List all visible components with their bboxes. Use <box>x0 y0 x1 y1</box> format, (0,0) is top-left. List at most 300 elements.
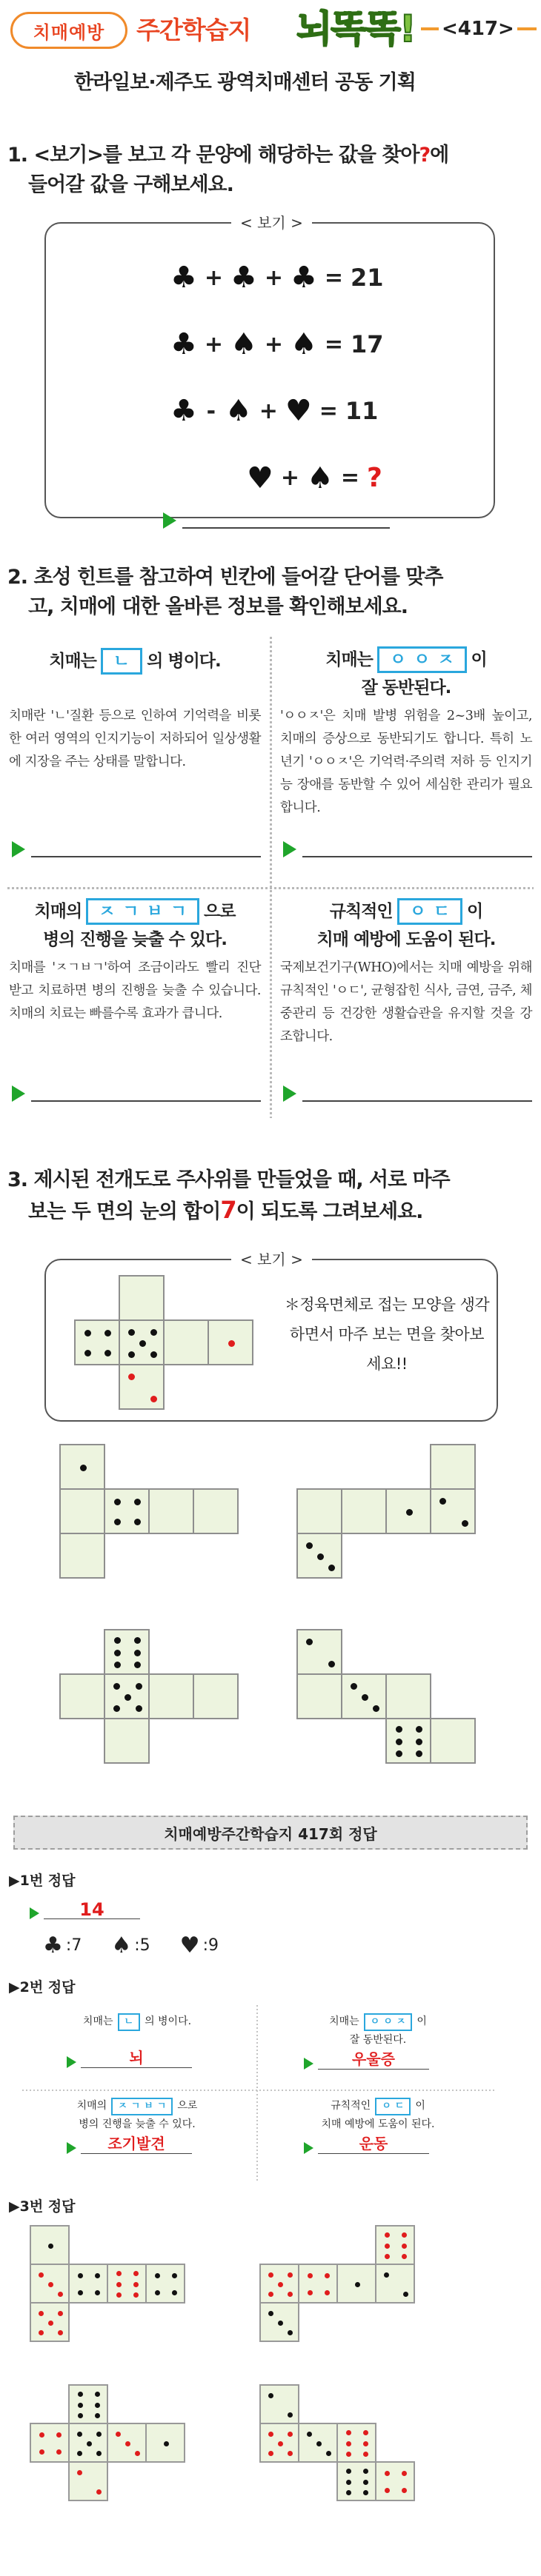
dice-pip <box>80 1465 87 1471</box>
dice-pip <box>363 2469 368 2474</box>
dice-face <box>104 1629 150 1675</box>
dice-pip <box>307 2432 312 2437</box>
dice-pip <box>396 1726 402 1733</box>
dice-pip <box>268 2432 273 2437</box>
dice-face[interactable] <box>59 1488 105 1534</box>
dice-pip <box>39 2272 44 2278</box>
a2-cell-3: 치매의 ㅈㄱㅂㄱ 으로 병의 진행을 늦출 수 있다. 조기발견 <box>30 2097 245 2154</box>
q1-equation-2: ♣ + ♠ + ♠ = 17 <box>170 327 384 361</box>
dice-pip <box>114 1499 121 1505</box>
dice-pip <box>48 2282 53 2287</box>
dice-pip <box>278 2282 283 2287</box>
dice-face <box>104 1488 150 1534</box>
dice-pip <box>164 2441 169 2446</box>
dice-face <box>336 2461 376 2501</box>
dice-pip <box>384 2272 389 2278</box>
dice-pip <box>268 2292 273 2297</box>
spade-icon: ♠ <box>230 327 257 361</box>
dice-pip <box>136 1683 142 1690</box>
q2-grid-hline <box>7 887 534 889</box>
a1-breakdown: ♣ :7 ♠ :5 ♥ :9 <box>43 1933 219 1958</box>
dice-face <box>336 2264 376 2304</box>
series-title: 주간학습지 <box>136 16 251 44</box>
issue-text: <417> <box>442 18 514 40</box>
spade-icon: ♠ <box>291 327 317 361</box>
heart-icon: ♥ <box>285 394 312 428</box>
answers-banner-text: 치매예방주간학습지 417회 정답 <box>164 1824 377 1843</box>
dice-pip <box>95 2290 100 2295</box>
dice-face <box>30 2423 70 2463</box>
q2-title-line2: 고, 치매에 대한 올바른 정보를 확인해보세요. <box>28 595 408 618</box>
play-arrow-icon <box>12 841 25 857</box>
example-dice-net <box>74 1275 252 1416</box>
dice-face <box>30 2225 70 2265</box>
dice-face <box>104 1673 150 1719</box>
dice-pip <box>268 2451 273 2456</box>
eq3-value: 11 <box>345 397 379 425</box>
a2-answer-3-value: 조기발견 <box>107 2135 165 2152</box>
q2-cell-2 <box>280 646 532 883</box>
q2-cell-2-answer <box>283 840 532 857</box>
dice-pip <box>136 1705 142 1712</box>
dice-net-2 <box>296 1444 489 1592</box>
dice-pip <box>78 2290 83 2295</box>
hint-box-small-1: ㄴ <box>118 2013 141 2031</box>
dice-face <box>298 2423 338 2463</box>
answer-net-1 <box>30 2225 222 2373</box>
dice-pip <box>128 1374 135 1380</box>
dice-pip <box>416 1726 422 1733</box>
dice-face[interactable] <box>163 1319 209 1365</box>
a3-label: ▶3번 정답 <box>9 2198 76 2215</box>
dice-pip <box>268 2272 273 2278</box>
club-icon: ♣ <box>170 327 197 361</box>
dice-pip <box>385 2254 390 2259</box>
dice-pip <box>39 2330 44 2335</box>
dice-face[interactable] <box>59 1533 105 1579</box>
hint-box-3: ㅈㄱㅂㄱ <box>86 898 199 925</box>
answer-net-3 <box>30 2384 222 2532</box>
dice-pip <box>288 2272 293 2278</box>
dice-face <box>385 1488 431 1534</box>
q2-cell-1-title: 치매는 ㄴ 의 병이다. <box>9 646 261 677</box>
dice-face[interactable] <box>104 1718 150 1764</box>
brand-logo: 뇌똑똑! <box>296 7 415 50</box>
dice-pip <box>288 2432 293 2437</box>
dice-face <box>259 2384 299 2424</box>
dice-pip <box>113 1683 120 1690</box>
club-icon: ♣ <box>291 261 317 295</box>
dice-face[interactable] <box>148 1488 194 1534</box>
dice-pip <box>355 2282 360 2287</box>
dice-pip <box>133 2271 139 2276</box>
dice-pip <box>116 2271 122 2276</box>
dice-pip <box>39 2311 44 2316</box>
a2-answer-3 <box>67 2135 245 2154</box>
q2-cell-2-body: 'ㅇㅇㅈ'은 치매 발병 위험을 2~3배 높이고, 치매의 증상으로 동반되기도 합니다. 특히 노년기 'ㅇㅇㅈ'은 기억력·주의력 저하 등 인지기능 장애를 동반할 수 있어 세심한 관리가 필요합니다. <box>280 709 532 815</box>
q2-title <box>7 563 535 622</box>
club-icon: ♣ <box>170 261 197 295</box>
dice-face <box>375 2225 415 2265</box>
dice-pip <box>114 1519 121 1525</box>
dice-pip <box>128 1351 135 1358</box>
q2-cell-4-body: 국제보건기구(WHO)에서는 치매 예방을 위해 규칙적인 'ㅇㄷ', 균형잡힌 식사, 금연, 금주, 체중관리 등 건강한 생활습관을 유지할 것을 강조합니다. <box>280 960 532 1044</box>
dice-pip <box>114 1650 121 1656</box>
issue-number <box>421 18 537 40</box>
dice-pip <box>150 1351 157 1358</box>
dice-pip <box>346 2452 351 2457</box>
dice-pip <box>134 1519 141 1525</box>
answer-net-2 <box>259 2225 452 2373</box>
dice-pip <box>346 2480 351 2485</box>
dice-face <box>385 1718 431 1764</box>
play-arrow-icon <box>304 2142 313 2154</box>
dice-face <box>375 2264 415 2304</box>
play-arrow-icon <box>30 1907 39 1919</box>
dice-face <box>59 1444 105 1490</box>
dice-pip <box>316 2441 322 2446</box>
dice-pip <box>84 1330 91 1336</box>
q2-cell-4-title: 규칙적인 ㅇㄷ 이 치매 예방에 도움이 된다. <box>280 897 532 954</box>
dice-pip <box>402 2244 407 2249</box>
dice-face <box>68 2264 108 2304</box>
dice-pip <box>96 2432 102 2437</box>
dice-pip <box>402 2232 407 2238</box>
q2-cell-3-body: 치매를 'ㅈㄱㅂㄱ'하여 조금이라도 빨리 진단받고 치료하면 병의 진행을 늦출 수 있습니다. 치매의 치료는 빠를수록 효과가 큽니다. <box>9 960 261 1021</box>
play-arrow-icon <box>67 2056 76 2068</box>
dice-pip <box>288 2412 293 2418</box>
play-arrow-icon <box>304 2058 313 2070</box>
dice-pip <box>56 2449 62 2455</box>
dice-pip <box>134 1650 141 1656</box>
dice-pip <box>133 2282 139 2287</box>
heart-icon: ♥ <box>247 461 273 495</box>
a1-answer-line <box>44 1901 140 1919</box>
q2-cell-3 <box>9 897 261 1127</box>
a2-answer-1 <box>67 2049 245 2068</box>
dice-pip <box>78 2403 83 2408</box>
logo-badge <box>10 12 127 49</box>
answer-net-4 <box>259 2384 452 2532</box>
dice-face <box>430 1488 476 1534</box>
dice-face[interactable] <box>385 1673 431 1719</box>
dice-pip <box>306 1639 313 1645</box>
dice-pip <box>402 2488 407 2493</box>
dice-face[interactable] <box>296 1488 342 1534</box>
q1-equation-3: ♣ - ♠ + ♥ = 11 <box>170 394 379 428</box>
dice-face[interactable] <box>193 1673 239 1719</box>
q2-grid-vline <box>270 637 272 1118</box>
q2-cell-3-answer <box>12 1084 261 1102</box>
dice-pip <box>125 1694 131 1701</box>
q1-title: 1. <보기>를 보고 각 문양에 해당하는 값을 찾아?에 들어갈 값을 구해보세요. <box>7 144 449 196</box>
q3-example-label: < 보기 > <box>231 1248 312 1271</box>
q2-cell-2-blank[interactable] <box>302 840 532 857</box>
dice-pip <box>325 2273 330 2278</box>
spade-icon: ♠ <box>225 394 252 428</box>
dice-pip <box>84 1350 91 1356</box>
a2-answer-2 <box>304 2050 489 2070</box>
a1-answer <box>30 1901 140 1919</box>
dice-pip <box>77 2470 82 2475</box>
a2-grid-vline <box>256 2005 258 2183</box>
dice-pip <box>135 2451 140 2456</box>
dice-pip <box>104 1330 111 1336</box>
dice-pip <box>402 2471 407 2476</box>
dice-pip <box>373 1705 379 1712</box>
dice-pip <box>288 2330 293 2335</box>
dice-pip <box>139 1340 146 1347</box>
q2-cell-3-blank[interactable] <box>31 1084 261 1102</box>
q2-cell-1-blank[interactable] <box>31 840 261 857</box>
q1-equation-4: ♥ + ♠ = ? <box>247 461 382 495</box>
dice-face[interactable] <box>193 1488 239 1534</box>
dice-face <box>208 1319 253 1365</box>
dice-pip <box>116 2432 121 2437</box>
a2-answer-1-value: 뇌 <box>129 2049 144 2067</box>
q3-title-line1: 3. 제시된 전개도로 주사위를 만들었을 때, 서로 마주 <box>7 1168 450 1191</box>
dice-pip <box>268 2393 273 2398</box>
dice-pip <box>228 1340 235 1347</box>
hint-box-1: ㄴ <box>101 648 142 675</box>
dice-face <box>259 2302 299 2342</box>
dice-face[interactable] <box>119 1275 165 1321</box>
dice-face <box>119 1364 165 1410</box>
heart-icon: ♥ <box>179 1933 200 1958</box>
dice-face <box>296 1533 342 1579</box>
dice-pip <box>77 2432 82 2437</box>
dice-pip <box>155 2290 160 2295</box>
dice-pip <box>116 2292 122 2298</box>
dice-pip <box>346 2490 351 2495</box>
q1-title-line2: 들어갈 값을 구해보세요. <box>28 173 233 196</box>
dice-pip <box>134 1637 141 1644</box>
a2-label: ▶2번 정답 <box>9 1979 76 1995</box>
dice-pip <box>95 2413 100 2418</box>
hint-box-small-2: ㅇㅇㅈ <box>364 2013 413 2031</box>
dice-pip <box>128 1329 135 1336</box>
dice-pip <box>462 1520 468 1527</box>
dice-net-1 <box>59 1444 252 1592</box>
eq1-value: 21 <box>351 264 384 292</box>
play-arrow-icon <box>163 512 176 529</box>
dice-pip <box>134 1499 141 1505</box>
dice-pip <box>78 2392 83 2397</box>
dice-pip <box>328 1661 335 1667</box>
dice-pip <box>406 1509 413 1516</box>
dice-face[interactable] <box>430 1444 476 1490</box>
dice-pip <box>403 2292 408 2297</box>
a2-cell-2: 치매는 ㅇㅇㅈ 이 잘 동반된다. 우울증 <box>267 2013 489 2070</box>
dice-pip <box>58 2292 63 2297</box>
dice-pip <box>78 2273 83 2278</box>
a2-answer-4-value: 운동 <box>359 2135 388 2152</box>
dice-pip <box>134 1662 141 1668</box>
dice-pip <box>362 1694 368 1701</box>
q2-cell-1-answer <box>12 840 261 857</box>
dice-face <box>30 2302 70 2342</box>
dice-pip <box>150 1396 157 1402</box>
dice-pip <box>133 2292 139 2298</box>
dice-pip <box>95 2392 100 2397</box>
eq2-value: 17 <box>351 330 384 358</box>
play-arrow-icon <box>67 2142 76 2154</box>
dice-face <box>259 2423 299 2463</box>
dice-pip <box>87 2441 92 2446</box>
dice-pip <box>363 2430 368 2435</box>
play-arrow-icon <box>283 841 296 857</box>
dice-face[interactable] <box>430 1718 476 1764</box>
dice-face <box>375 2461 415 2501</box>
dice-pip <box>58 2330 63 2335</box>
logo-badge-text: 치매예방 <box>33 21 105 43</box>
dice-pip <box>278 2321 283 2326</box>
q3-title: 3. 제시된 전개도로 주사위를 만들었을 때, 서로 마주 보는 두 면의 눈의 합이7이 되도록 그려보세요. <box>7 1168 450 1224</box>
q2-cell-4 <box>280 897 532 1127</box>
q1-title-line1: 1. <보기>를 보고 각 문양에 해당하는 값을 찾아 <box>7 144 419 167</box>
dice-pip <box>95 2403 100 2408</box>
hint-box-4: ㅇㄷ <box>397 898 462 925</box>
q2-cell-2-title: 치매는 ㅇㅇㅈ 이 잘 동반된다. <box>280 646 532 702</box>
dice-pip <box>104 1350 111 1356</box>
a2-grid-hline <box>22 2090 497 2091</box>
q1-example-label: < 보기 > <box>231 212 312 234</box>
dice-pip <box>150 1329 157 1336</box>
dice-pip <box>351 1683 357 1690</box>
dice-pip <box>268 2311 273 2316</box>
dice-pip <box>416 1750 422 1757</box>
dice-net-3 <box>59 1629 252 1777</box>
dice-pip <box>116 2282 122 2287</box>
dice-pip <box>125 2441 130 2446</box>
dice-pip <box>39 2432 44 2438</box>
dice-pip <box>48 2244 53 2249</box>
spade-icon: ♠ <box>111 1933 132 1958</box>
dice-face <box>74 1319 120 1365</box>
dice-pip <box>48 2321 53 2326</box>
q2-cell-1 <box>9 646 261 883</box>
club-icon: ♣ <box>230 261 257 295</box>
dice-net-4 <box>296 1629 489 1777</box>
dice-face <box>68 2423 108 2463</box>
q2-cell-3-title: 치매의 ㅈㄱㅂㄱ 으로 병의 진행을 늦출 수 있다. <box>9 897 261 954</box>
dice-pip <box>172 2273 177 2278</box>
dice-pip <box>288 2292 293 2297</box>
q3-example-note: ＊정육면체로 접는 모양을 생각하면서 마주 보는 면을 찾아보세요!! <box>284 1296 490 1373</box>
q2-cell-1-body: 치매란 'ㄴ'질환 등으로 인하여 기억력을 비롯한 여러 영역의 인지기능이 저하되어 일상생활에 지장을 주는 상태를 말합니다. <box>9 709 261 769</box>
header <box>0 0 541 111</box>
answers-banner <box>13 1816 528 1850</box>
dice-face[interactable] <box>59 1673 105 1719</box>
dice-pip <box>58 2311 63 2316</box>
dice-pip <box>114 1637 121 1644</box>
dice-pip <box>77 2451 82 2456</box>
hint-box-small-4: ㅇㄷ <box>375 2098 411 2115</box>
dice-face <box>107 2264 147 2304</box>
dice-pip <box>346 2469 351 2474</box>
dice-face <box>298 2264 338 2304</box>
dice-pip <box>39 2449 44 2455</box>
play-arrow-icon <box>283 1085 296 1102</box>
dice-pip <box>308 2290 313 2295</box>
a1-label: ▶1번 정답 <box>9 1873 76 1889</box>
club-icon: ♣ <box>170 394 197 428</box>
dice-face[interactable] <box>341 1488 387 1534</box>
dice-face <box>341 1673 387 1719</box>
dice-pip <box>326 2451 331 2456</box>
dice-pip <box>308 2273 313 2278</box>
q3-title-seven: 7 <box>220 1196 236 1224</box>
a1-answer-value: 14 <box>79 1899 104 1920</box>
publisher-line: 한라일보·제주도 광역치매센터 공동 기획 <box>74 71 416 94</box>
dice-pip <box>56 2432 62 2438</box>
dice-pip <box>113 1705 120 1712</box>
dice-pip <box>288 2451 293 2456</box>
dice-pip <box>346 2430 351 2435</box>
dice-face <box>30 2264 70 2304</box>
dice-face[interactable] <box>296 1673 342 1719</box>
hint-box-2: ㅇㅇㅈ <box>377 646 467 673</box>
q1-title-question-mark: ? <box>419 144 431 167</box>
q1-equation-1: ♣ + ♣ + ♣ = 21 <box>170 261 384 295</box>
dice-face <box>336 2423 376 2463</box>
dice-face <box>259 2264 299 2304</box>
dice-pip <box>385 2488 390 2493</box>
dice-face <box>68 2461 108 2501</box>
dice-pip <box>346 2441 351 2446</box>
dice-pip <box>363 2452 368 2457</box>
dice-pip <box>385 2232 390 2238</box>
dice-pip <box>363 2490 368 2495</box>
dice-pip <box>78 2413 83 2418</box>
q1-answer-blank[interactable] <box>182 511 390 529</box>
dice-pip <box>328 1565 335 1571</box>
hint-box-small-3: ㅈㄱㅂㄱ <box>111 2098 173 2115</box>
dice-face[interactable] <box>148 1673 194 1719</box>
a2-cell-4: 규칙적인 ㅇㄷ 이 치매 예방에 도움이 된다. 운동 <box>267 2097 489 2154</box>
dice-pip <box>385 2244 390 2249</box>
a2-cell-1: 치매는 ㄴ 의 병이다. 뇌 <box>30 2013 245 2068</box>
dice-pip <box>396 1750 402 1757</box>
dice-pip <box>96 2451 102 2456</box>
dice-pip <box>278 2441 283 2446</box>
dice-pip <box>396 1739 402 1745</box>
a2-answer-2-value: 우울증 <box>352 2050 395 2068</box>
dice-face <box>119 1319 165 1365</box>
dice-face <box>107 2423 147 2463</box>
dice-pip <box>155 2273 160 2278</box>
a2-answer-4 <box>304 2135 489 2154</box>
dice-pip <box>402 2254 407 2259</box>
dice-face <box>145 2264 185 2304</box>
dice-pip <box>306 1542 313 1549</box>
dice-pip <box>114 1662 121 1668</box>
play-arrow-icon <box>12 1085 25 1102</box>
q2-cell-4-blank[interactable] <box>302 1084 532 1102</box>
dice-pip <box>439 1498 446 1505</box>
dice-pip <box>325 2290 330 2295</box>
club-icon: ♣ <box>43 1933 63 1958</box>
dice-pip <box>95 2273 100 2278</box>
dice-pip <box>172 2290 177 2295</box>
dice-face <box>296 1629 342 1675</box>
dice-pip <box>317 1553 324 1560</box>
dice-pip <box>416 1739 422 1745</box>
q2-cell-4-answer <box>283 1084 532 1102</box>
spade-icon: ♠ <box>307 461 333 495</box>
dice-pip <box>96 2489 102 2495</box>
dice-face <box>68 2384 108 2424</box>
